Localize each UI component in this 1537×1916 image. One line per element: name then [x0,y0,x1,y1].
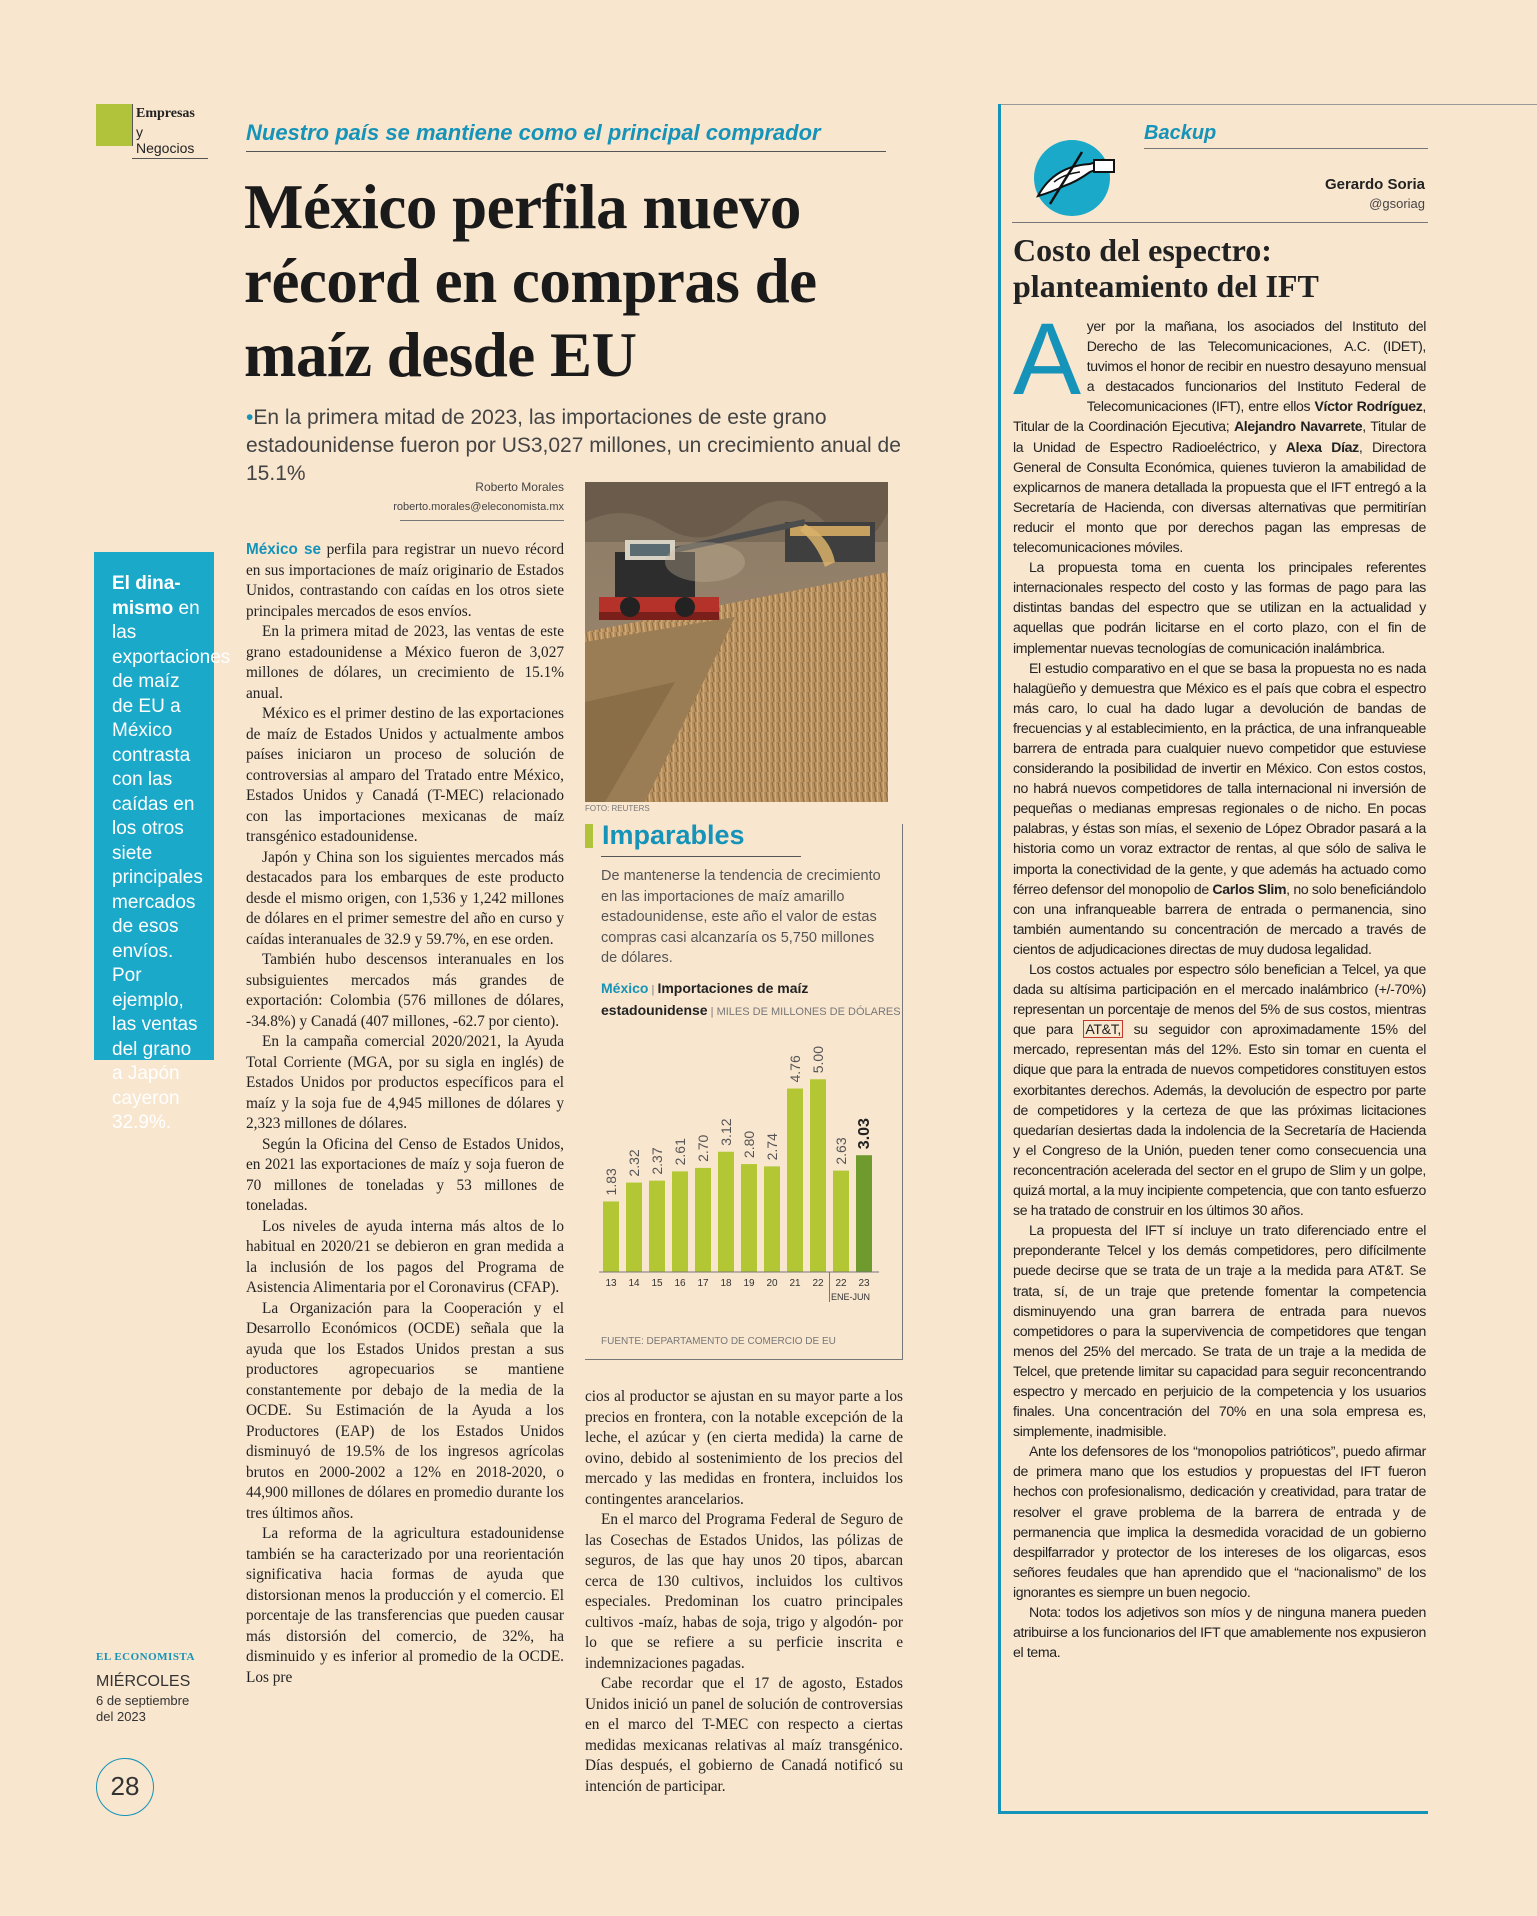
section-tag [96,104,208,156]
column-paragraph: La propuesta del IFT sí incluye un trato diferenciado entre el preponderante Telcel y los demás competidores, pero difícilmente puede decirse que se trata de un traje a la medida para AT&T. Se trata, sí, de un traje que pretende fomentar la competencia disminuyendo una gran barrera de entrada para nuevos competidores o para la supervivencia de competidores que tengan menos del 25% del mercado. Se trata de un traje a la medida de Telcel, que pretende limitar su capacidad para seguir reconcentrando espectro y mercado en perjuicio de la competencia y los usuarios finales. Una concentración del 70% en una sola empresa es, simplemente, inadmisible. [1013,1222,1426,1440]
article-headline: México perfila nuevo récord en compras de maíz desde EU [244,172,817,390]
chart-value-label: 3.12 [718,1118,734,1146]
chart-category-label: 17 [697,1278,709,1289]
article-paragraph: En la campaña comercial 2020/2021, la Ayuda Total Corriente (MGA, por su sigla en inglés) de Estados Unidos por productos específicos para el maíz y la soja fue de 4,945 millones de dólares y 2,323 millones de dólares. [246,1033,564,1132]
chart-value-label: 2.70 [695,1134,711,1162]
summary-bullet: • [246,406,254,429]
chart-bar [626,1183,642,1272]
chart-category-label: 18 [720,1278,732,1289]
pen-hand-icon [1024,138,1120,223]
column-paragraph: El estudio comparativo en el que se basa la propuesta no es nada halagüeño y demuestra que México es el país que cobra el espectro más caro, lo cual ha dado lugar a devolución de bandas de frecuencias y al establecimiento, en la práctica, de una infranqueable barrera de entrada para cualquier nuevo competidor que estuviese considerando la posibilidad de invertir en México. Con estos costos, no habrá nuevos competidores de talla internacional ni inversión de pequeñas o medianas empresas regionales o de nicho. En pocas palabras, y éstas son mías, el sexenio de López Obrador pasará a la historia como un voraz extractor de rentas, al que sólo de saliva le importa la conectividad de la gente, y que además ha actuado como férreo defensor del monopolio de Carlos Slim, no solo beneficiándolo con una infranqueable barrera de entrada o permanencia, sino también aumentando su concentración de mercado a través de cientos de adjudicaciones directas de muy dudosa legalidad. [1013,659,1426,957]
chart-title: Imparables [602,820,745,850]
newspaper-name: EL ECONOMISTA [96,1651,195,1663]
chart-value-label: 4.76 [787,1055,803,1083]
column-paragraph: Ante los defensores de los “monopolios patrióticos”, puedo afirmar de primera mano que los estudios y propuestas del IFT fueron hechos con profesionalismo, dedicación y creatividad, para tratar de resolver el grave problema de la barrera de entrada y de permanencia que implica la desmedida voracidad de un gobierno despilfarrador y protector de los intereses de los oligarcas, esos señores feudales que han aprendido que el “nacionalismo” de los ignorantes es siempre un buen negocio. [1013,1443,1426,1600]
chart-category-label: 13 [605,1278,617,1289]
drop-cap: A [1013,302,1081,416]
article-paragraph: Los niveles de ayuda interna más altos de lo habitual en 2020/21 se debieron en gran medida a la inclusión de los pagos del Programa de Asistencia Alimentaria por el Coronavirus (CFAP). [246,1217,564,1296]
chart-category-label: 21 [789,1278,801,1289]
chart-bar [603,1201,619,1272]
person-name: Carlos Slim [1212,880,1287,897]
article-paragraph: En el marco del Programa Federal de Seguro de las Cosechas de Estados Unidos, las pólizas de seguros, de las que hay unos 20 tipos, abarcan cerca de 130 cultivos, incluidos los cultivos especiales. Predominan los cuatro principales cultivos -maíz, habas de soja, trigo y algodón- por lo que se refiere a su perficie inscrita e indemnizaciones pagadas. [585,1511,903,1672]
chart-units: MILES DE MILLONES DE DÓLARES [716,1006,901,1018]
chart-value-label: 2.74 [764,1133,780,1161]
edition-day: MIÉRCOLES [96,1673,191,1690]
chart-category-label: 23 [858,1278,870,1289]
pull-quote [94,552,231,1133]
section-color-block [96,104,132,146]
chart-subtitle: México | Importaciones de maíz estadounidense | MILES DE MILLONES DE DÓLARES [601,980,901,1018]
chart-bar [810,1079,826,1272]
person-name: Alexa Díaz [1285,438,1359,455]
author-name: Roberto Morales [475,480,564,494]
chart-category-label: 22 [835,1278,847,1289]
highlighted-term: AT&T, [1085,1021,1121,1038]
section-subname: y Negocios [132,124,208,159]
chart-category-label: 19 [743,1278,755,1289]
chart-subtitle-country: México [601,980,649,996]
article-paragraph: La reforma de la agricultura estadounidense también se ha caracterizado por una reorientación significativa hacia formas de ayuda que distorsionan menos la producción y el comercio. El porcentaje de las transferencias que pueden causar más distorsión del comercio, de 32%, ha disminuido y es inferior al promedio de la OCDE. Los pre [246,1525,564,1686]
article-paragraph: Japón y China son los siguientes mercados más destacados para los embarques de este producto desde el mismo origen, con 1,536 y 1,242 millones de dólares en el primer semestre del año en curso y caídas interanuales de 32.9 y 59.7%, en ese orden. [246,848,564,948]
article-paragraph: México es el primer destino de las exportaciones de maíz de Estados Unidos y actualmente ambos países iniciaron un proceso de solución de controversias al amparo del Tratado entre México, Estados Unidos y Canadá (T-MEC) relacionado con las importaciones mexicanas de maíz transgénico estadounidense. [246,705,564,845]
chart-value-label: 1.83 [603,1168,619,1196]
chart-category-label: 22 [812,1278,824,1289]
chart-bar [787,1089,803,1272]
article-paragraph: En la primera mitad de 2023, las ventas de este grano estadounidense a México fueron de 3,027 millones de dólares, un crecimiento de 15.1% anual. [246,623,564,702]
summary-text: En la primera mitad de 2023, las importaciones de este grano estadounidense fueron por US3,027 millones, un crecimiento anual de 15.1% [246,406,901,485]
author-email: roberto.morales@eleconomista.mx [393,501,564,513]
chart-category-label: 14 [628,1278,640,1289]
page-number: 28 [96,1758,154,1816]
chart-box [585,820,903,1360]
edition-date: 6 de septiembre [96,1693,190,1708]
article-paragraph: Según la Oficina del Censo de Estados Unidos, en 2021 las exportaciones de maíz y soja fueron de 70 millones de toneladas y 53 millones de toneladas. [246,1135,564,1214]
section-name: Empresas [136,106,195,121]
article-summary [246,404,946,488]
article-column-1 [246,540,564,1688]
person-name: Alejandro Navarrete [1233,418,1363,435]
article-column-2 [585,1387,903,1797]
article-lead-word: México se [246,541,321,558]
person-name: Víctor Rodríguez [1314,398,1423,415]
column-paragraph: Ayer por la mañana, los asociados del Instituto del Derecho de las Telecomunicaciones, A.C. (IDET), tuvimos el honor de recibir en nuestro desayuno mensual a destacados funcionarios del Instituto Federal de Telecomunicaciones (IFT), entre ellos Víctor Rodríguez, Titular de la Coordinación Ejecutiva; Alejandro Navarrete, Titular de la Unidad de Espectro Radioeléctrico, y Alexa Díaz, Directora General de Consulta Económica, quienes tuvieron la amabilidad de explicarnos de manera detallada la propuesta que el IFT entregó a la Secretaría de Hacienda, con diversas alternativas que permitirían reducir el monto que por derechos pagan las empresas de telecomunicaciones móviles. [1013,302,1427,556]
chart-period-note: ENE-JUN [830,1292,871,1302]
chart-description: De mantenerse la tendencia de crecimiento en las importaciones de maíz amarillo estadounidense, este año el valor de estas compras casi alcanzaría os 5,750 millones de dólares. [601,868,881,966]
chart-bar [764,1166,780,1272]
column-paragraph: La propuesta toma en cuenta los principales referentes internacionales respecto del costo y las formas de pago para las distintas bandas del espectro que se utilizan en la actualidad y aquellas que podrán licitarse en el corto plazo, con el fin de implementar nuevas tecnologías de comunicación inalámbrica. [1013,559,1426,656]
chart-value-label: 2.63 [833,1137,849,1165]
edition-year: del 2023 [96,1709,146,1724]
article-paragraph: La Organización para la Cooperación y el Desarrollo Económicos (OCDE) señala que la ayuda que los Estados Unidos prestan a sus productores agropecuarios se mantiene constantemente por debajo de la media de la OCDE. Su Estimación de la Ayuda a los Productores (EAP) de los Estados Unidos disminuyó de 19.5% de los ingresos agrícolas brutos en 2000-2002 a 12% en 2018-2020, o 44,900 millones de dólares en promedio durante los tres últimos años. [246,1299,564,1522]
author-rule [400,520,564,521]
column-label: Backup [1144,122,1217,144]
harvest-photo [585,482,888,802]
article-kicker: Nuestro país se mantiene como el principal comprador [246,120,821,145]
column-paragraph: Nota: todos los adjetivos son míos y de ninguna manera pueden atribuirse a los funcionarios del IFT que amablemente nos expusieron el tema. [1013,1604,1426,1661]
article-paragraph: cios al productor se ajustan en su mayor parte a los precios en frontera, con la notable excepción de la leche, el azúcar y (en cierta medida) la carne de ovino, debido al sostenimiento de los precios del mercado y las medidas en frontera, incluidos los contingentes arancelarios. [585,1388,903,1508]
pull-quote-text: en las exportaciones de maíz de EU a México contrasta con las caídas en los otros siete principales mercados de esos envíos. Por ejemplo, las ventas del grano a Japón cayeron 32.9%. [112,597,231,1133]
column-paragraph: Los costos actuales por espectro sólo benefician a Telcel, ya que dada su altísima participación en el mercado inalámbrico (+/-70%) representan un porcentaje de menos del 5% de sus costos, mientras que para AT&T, su seguidor con aproximadamente 15% del mercado, representan más del 12%. Esto sin tomar en cuenta el dique que para la entrada de nuevos competidores constituyen estos exorbitantes derechos. Además, la devolución de espectro por parte de competidores y la certeza de que las próximas licitaciones quedarían desiertas dada la indolencia de la Secretaría de Hacienda y el Congreso de la Unión, pueden tener como consecuencia una reconcentración acelerada del sector en el grupo de Slim y un golpe, quizá mortal, a la muy incipiente competencia, que con tanto esfuerzo se ha tratado de construir en los últimos 30 años. [1013,961,1427,1219]
kicker-rule [246,151,886,152]
chart-category-label: 16 [674,1278,686,1289]
chart-bar [833,1171,849,1272]
chart-bar [672,1171,688,1272]
chart-value-label: 2.61 [672,1138,688,1166]
chart-value-label: 2.37 [649,1147,665,1175]
chart-bar [718,1152,734,1272]
bar-chart [585,1020,903,1330]
pull-quote-lead: El dina-mismo [112,573,181,619]
chart-subtitle-main: Importaciones de maíz estadounidense [601,980,809,1018]
chart-bar [695,1168,711,1272]
chart-title-bar [585,824,593,848]
article-paragraph: México se perfila para registrar un nuevo récord en sus importaciones de maíz originario de Estados Unidos, contrastando con caídas en los otros siete principales mercados de esos envíos. [246,541,565,620]
photo-credit: FOTO: REUTERS [585,804,650,813]
chart-source: FUENTE: DEPARTAMENTO DE COMERCIO DE EU [601,1336,836,1347]
column-author-handle: @gsoriag [1369,196,1425,211]
chart-bar [649,1181,665,1272]
chart-bar [741,1164,757,1272]
chart-value-label: 2.80 [741,1130,757,1159]
chart-value-label: 5.00 [810,1046,826,1074]
chart-value-label: 2.32 [626,1149,642,1177]
chart-category-label: 20 [766,1278,778,1289]
article-paragraph: Cabe recordar que el 17 de agosto, Estados Unidos inició un panel de solución de controversias en el marco del T-MEC con respecto a ciertas medidas mexicanas relativas al maíz transgénico. Días después, el gobierno de Canadá notificó su intención de participar. [585,1675,903,1795]
column-author: Gerardo Soria [1324,176,1425,193]
opinion-column-body [1013,302,1427,1662]
column-title: Costo del espectro: planteamiento del IFT [1013,232,1319,304]
chart-category-label: 15 [651,1278,663,1289]
chart-value-label: 3.03 [856,1118,873,1150]
chart-bar [856,1155,872,1272]
article-paragraph: También hubo descensos interanuales en los subsiguientes mercados más grandes de exportación: Colombia (576 millones de dólares, -34.8%) y Canadá (407 millones, -62.7 por ciento). [246,951,564,1030]
